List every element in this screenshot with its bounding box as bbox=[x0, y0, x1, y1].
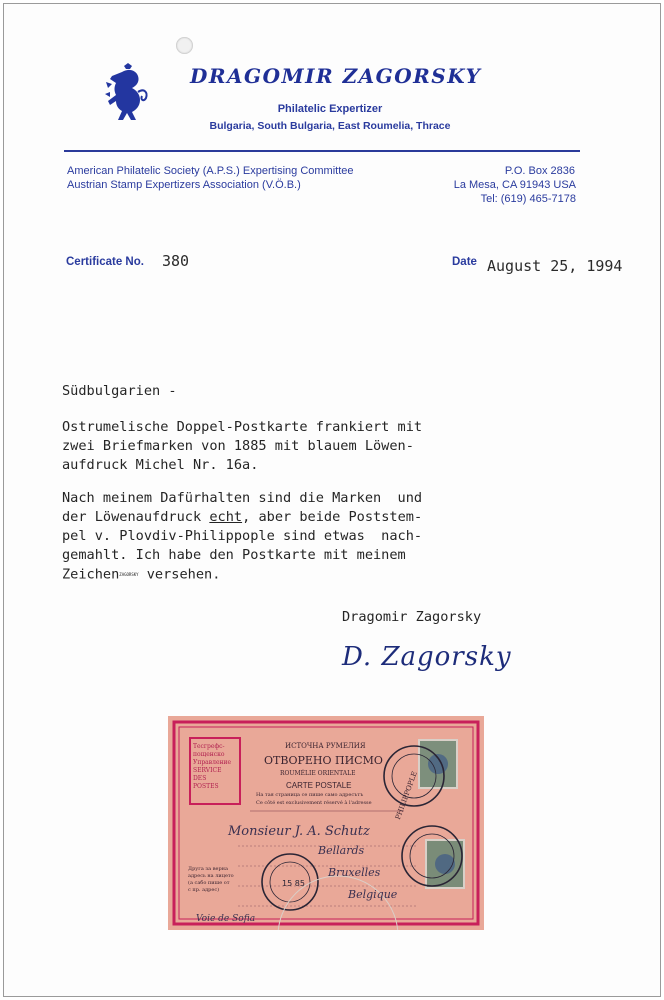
postcard-address-4: Belgique bbox=[348, 888, 398, 901]
header-divider bbox=[64, 150, 580, 152]
body-para2-line2: der Löwenaufdruck echt, aber beide Poststem- bbox=[62, 509, 423, 525]
address-po-box: P.O. Box 2836 bbox=[504, 165, 575, 177]
body-para2-line1: Nach meinem Dafürhalten sind die Marken und bbox=[62, 490, 423, 506]
postcard-postmark-text: PHILIPPOPLE bbox=[394, 770, 419, 821]
body-para1-line2: zwei Briefmarken von 1885 mit blauem Löwen- bbox=[62, 438, 414, 454]
expert-name: DRAGOMIR ZAGORSKY bbox=[190, 64, 482, 88]
postcard-lower-left: Друга за верна адресь на лицето (а сабо пише от с пр. адрес) bbox=[188, 866, 234, 893]
underlined-echt: echt bbox=[209, 509, 243, 525]
postcard-title: ОТВОРЕНО ПИСМО bbox=[264, 754, 383, 767]
postcard-service-box: Тесгрефс- пощенско Управление SERVICE DES POSTES bbox=[193, 743, 232, 790]
expert-title: Philatelic Expertizer bbox=[277, 103, 383, 115]
postcard-carte: CARTE POSTALE bbox=[286, 781, 352, 790]
postcard-bottom-note: Voie de Sofia bbox=[196, 914, 256, 924]
postcard-line2: Ce côté est exclusivement réservé à l'adresse bbox=[256, 800, 372, 806]
postcard-address-3: Bruxelles bbox=[328, 866, 381, 879]
postcard-image bbox=[168, 716, 484, 930]
postcard-address-2: Bellards bbox=[318, 844, 365, 857]
postcard-address-1: Monsieur J. A. Schutz bbox=[228, 824, 370, 839]
certificate-date: August 25, 1994 bbox=[487, 257, 623, 275]
certificate-number-label: Certificate No. bbox=[66, 256, 144, 268]
body-para2-line3: pel v. Plovdiv-Philippople sind etwas nach- bbox=[62, 528, 423, 544]
body-para1-line1: Ostrumelische Doppel-Postkarte frankiert mit bbox=[62, 419, 423, 435]
certificate-number: 380 bbox=[162, 252, 190, 270]
expert-mark: ZAGORSKY bbox=[119, 572, 139, 577]
expert-regions: Bulgaria, South Bulgaria, East Roumelia, Thrace bbox=[209, 120, 451, 132]
body-para2-line4: gemahlt. Ich habe den Postkarte mit meinem bbox=[62, 547, 406, 563]
lion-crest-icon bbox=[104, 62, 156, 126]
postcard-header-small: ИСТОЧНА РУМЕЛИЯ bbox=[285, 742, 366, 750]
punch-hole bbox=[176, 37, 193, 54]
postcard-line1: На тая страница се пише само адресътъ bbox=[256, 792, 364, 798]
typed-signature: Dragomir Zagorsky bbox=[342, 609, 482, 625]
date-label: Date bbox=[452, 256, 477, 268]
postcard-subtitle: ROUMÉLIE ORIENTALE bbox=[280, 770, 356, 777]
svg-text:15 85: 15 85 bbox=[282, 879, 305, 888]
address-city: La Mesa, CA 91943 USA bbox=[453, 179, 576, 191]
body-heading: Südbulgarien - bbox=[62, 383, 177, 399]
membership-voeb: Austrian Stamp Expertizers Association (V.Ö.B.) bbox=[67, 179, 301, 191]
address-phone: Tel: (619) 465-7178 bbox=[480, 193, 576, 205]
membership-aps: American Philatelic Society (A.P.S.) Expertising Committee bbox=[67, 165, 354, 177]
handwritten-signature: D. Zagorsky bbox=[342, 642, 512, 672]
body-para1-line3: aufdruck Michel Nr. 16a. bbox=[62, 457, 259, 473]
body-para2-line5: ZeichenZAGORSKY versehen. bbox=[62, 566, 221, 583]
